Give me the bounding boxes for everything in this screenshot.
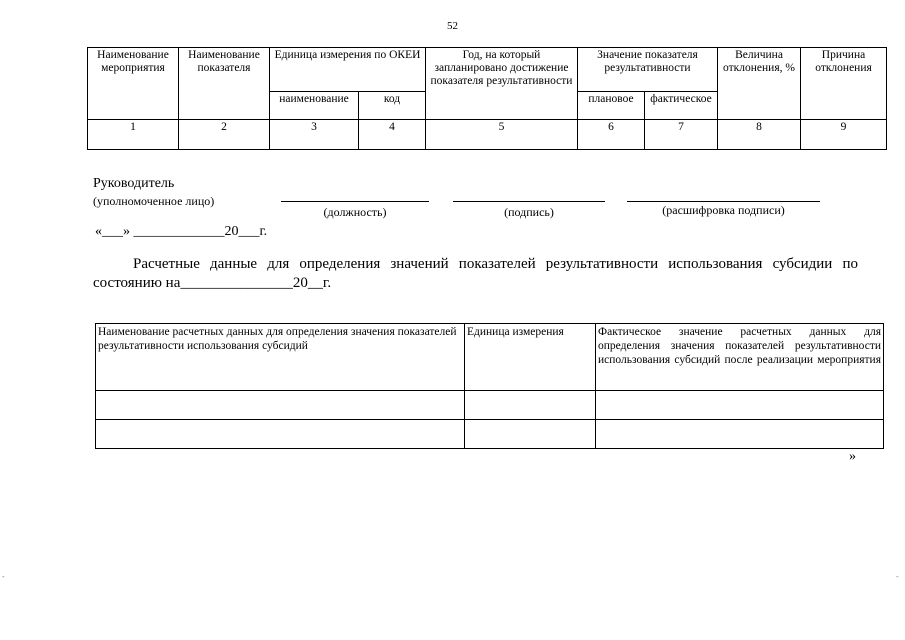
signature-caption: (подпись): [504, 205, 554, 219]
header-event-name: Наименование мероприятия: [88, 48, 179, 120]
signature-title: Руководитель: [93, 176, 175, 191]
column-number: 1: [88, 120, 179, 150]
column-number: 5: [426, 120, 578, 150]
column-number: 8: [718, 120, 801, 150]
header-unit-name: наименование: [270, 92, 359, 120]
header-deviation: Величина отклонения, %: [718, 48, 801, 120]
indicators-table: [87, 47, 887, 150]
position-caption: (должность): [323, 205, 387, 219]
header-unit: Единица измерения: [465, 324, 596, 391]
date-line: «___» _____________20___г.: [95, 224, 268, 239]
column-number: 3: [270, 120, 359, 150]
table-cell: [465, 420, 596, 449]
signature-line: [453, 201, 605, 202]
signature-subtitle: (уполномоченное лицо): [93, 194, 215, 208]
page-number: 52: [447, 20, 458, 32]
corner-mark: -: [2, 572, 5, 581]
column-number: 7: [645, 120, 718, 150]
position-line: [281, 201, 429, 202]
closing-quote: »: [849, 449, 856, 464]
header-indicator-name: Наименование показателя: [179, 48, 270, 120]
column-number-row: [88, 120, 887, 150]
column-number: 4: [359, 120, 426, 150]
calculation-table: [95, 323, 884, 449]
header-target-year: Год, на который запланировано достижение показателя результативности: [426, 48, 578, 120]
header-planned: плановое: [578, 92, 645, 120]
corner-mark: -: [896, 572, 899, 581]
decoding-caption: (расшифровка подписи): [662, 203, 785, 217]
table-cell: [596, 420, 884, 449]
header-actual: фактическое: [645, 92, 718, 120]
header-reason: Причина отклонения: [801, 48, 887, 120]
header-data-name: Наименование расчетных данных для определения значения показателей результативности использования субсидий: [96, 324, 465, 391]
header-unit-code: код: [359, 92, 426, 120]
table-cell: [465, 391, 596, 420]
column-number: 9: [801, 120, 887, 150]
table-cell: [96, 391, 465, 420]
table-cell: [96, 420, 465, 449]
column-number: 2: [179, 120, 270, 150]
header-indicator-value: Значение показателя результативности: [578, 48, 718, 92]
column-number: 6: [578, 120, 645, 150]
header-unit-okei: Единица измерения по ОКЕИ: [270, 48, 426, 92]
table-row: [96, 420, 884, 449]
table-row: [96, 391, 884, 420]
calculation-paragraph: Расчетные данные для определения значений показателей результативности использования субсидии по состоянию на_______________20__г.: [93, 256, 858, 291]
table-cell: [596, 391, 884, 420]
decoding-line: [627, 201, 820, 202]
header-actual-value: Фактическое значение расчетных данных для определения значения показателей результативности использования субсидий после реализации мероприятия: [596, 324, 884, 391]
